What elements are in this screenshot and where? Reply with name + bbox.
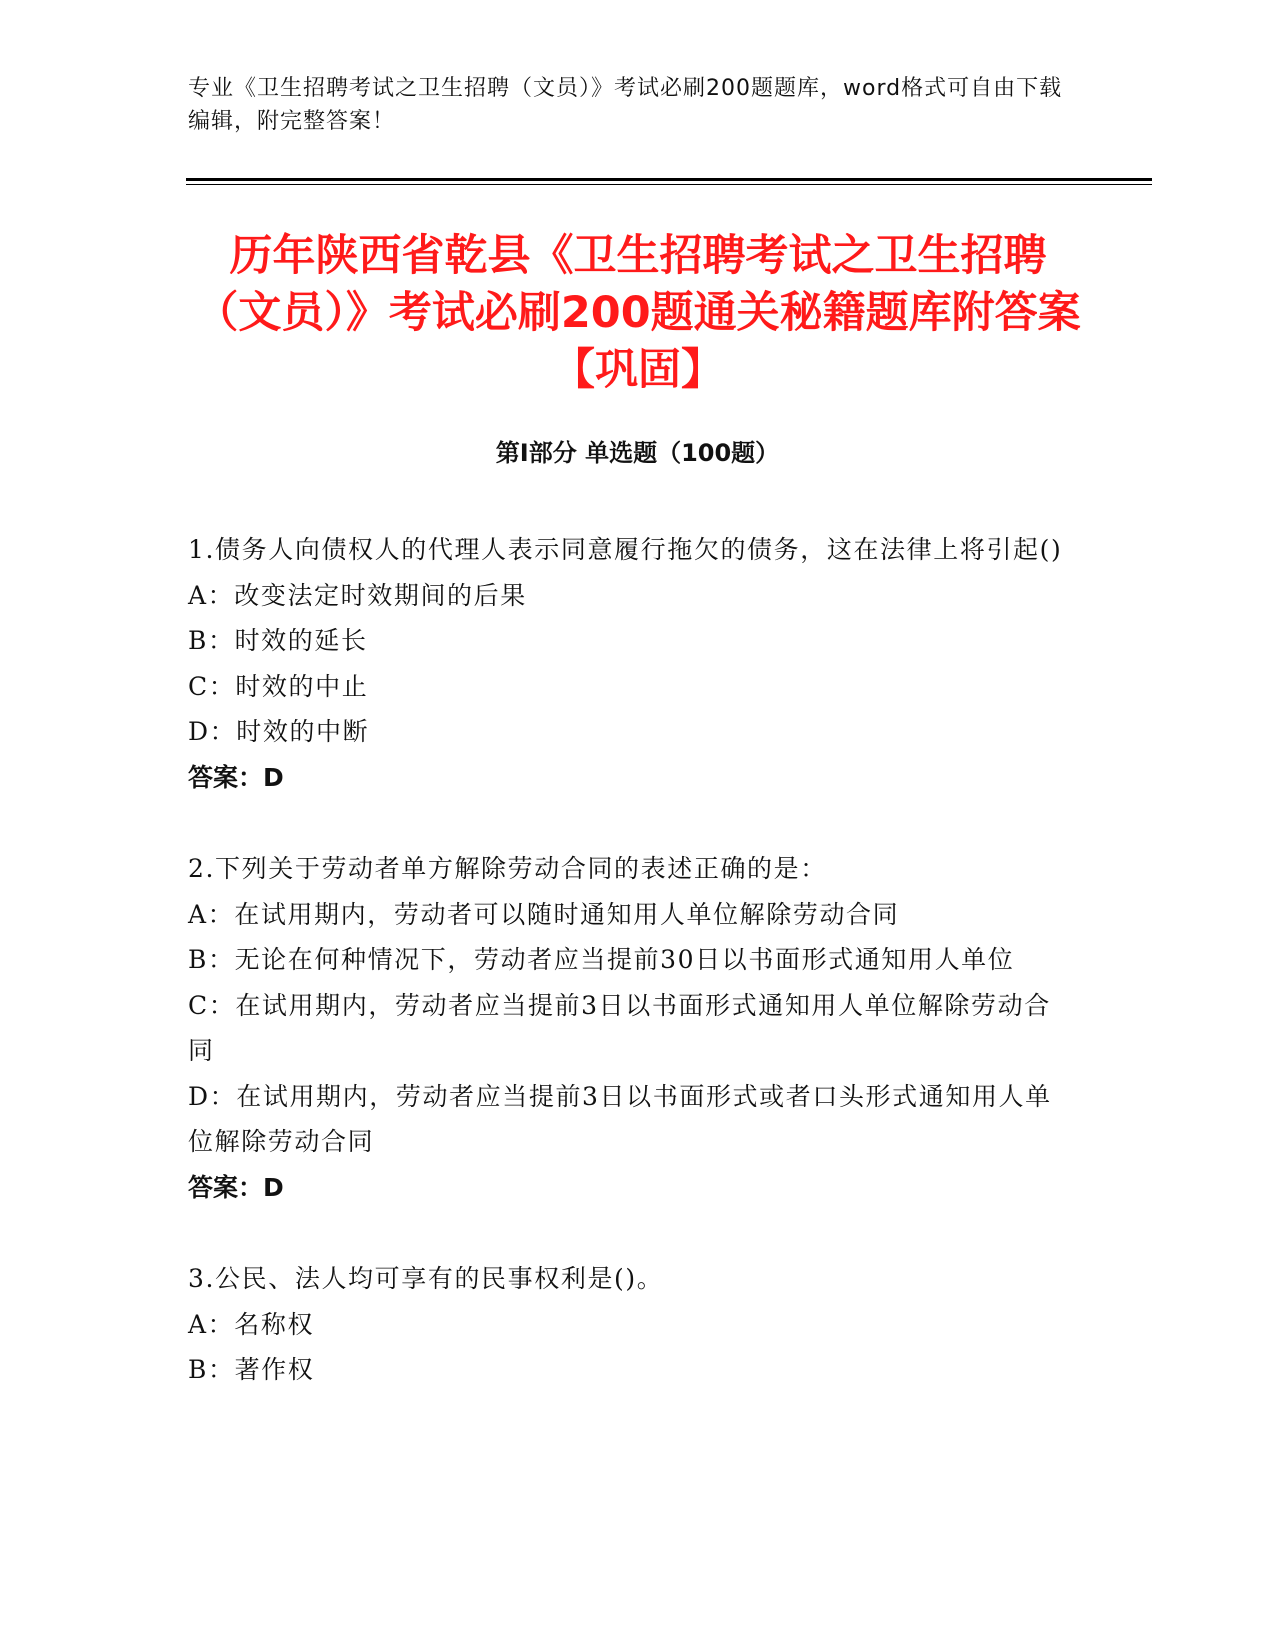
answer: 答案：D [188, 1172, 284, 1202]
option-d: D：在试用期内，劳动者应当提前3日以书面形式或者口头形式通知用人单位解除劳动合同 [188, 1081, 1052, 1156]
question-2 [188, 846, 1068, 1210]
document-title: 历年陕西省乾县《卫生招聘考试之卫生招聘（文员）》考试必刷200题通关秘籍题库附答案【巩固】 [195, 231, 1081, 395]
question-3 [188, 1256, 1068, 1393]
header-divider-thin [186, 184, 1152, 185]
option-a: A：名称权 [188, 1309, 315, 1339]
option-b: B：著作权 [188, 1355, 315, 1384]
question-1 [188, 527, 1068, 800]
option-c: C：在试用期内，劳动者应当提前3日以书面形式通知用人单位解除劳动合同 [188, 990, 1051, 1065]
question-stem: 3.公民、法人均可享有的民事权利是()。 [188, 1264, 664, 1293]
header-divider-thick [186, 178, 1152, 181]
question-stem: 2.下列关于劳动者单方解除劳动合同的表述正确的是： [188, 854, 827, 883]
header-note: 专业《卫生招聘考试之卫生招聘（文员）》考试必刷200题题库，word格式可自由下载编辑，附完整答案！ [188, 76, 1063, 134]
section-title: 第Ⅰ部分 单选题（100题） [495, 439, 780, 467]
option-c: C：时效的中止 [188, 671, 369, 701]
option-b: B：无论在何种情况下，劳动者应当提前30日以书面形式通知用人单位 [188, 945, 1015, 974]
option-d: D：时效的中断 [188, 717, 370, 746]
question-list [188, 527, 1068, 1439]
option-a: A：在试用期内，劳动者可以随时通知用人单位解除劳动合同 [188, 899, 900, 929]
option-b: B：时效的延长 [188, 626, 368, 655]
option-a: A：改变法定时效期间的后果 [188, 580, 527, 610]
question-stem: 1.债务人向债权人的代理人表示同意履行拖欠的债务，这在法律上将引起() [188, 535, 1063, 564]
answer: 答案：D [188, 762, 284, 792]
